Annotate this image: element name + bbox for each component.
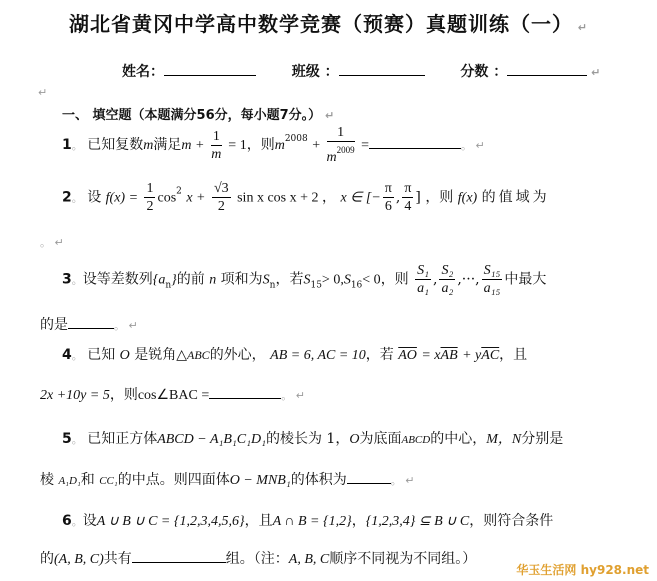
exponent: 2 — [176, 186, 182, 197]
question-3: 3。设等差数列$\{a_n\}$的前 n 项和为$S_n$，若$S_{15}> 0,S_{16}< 0$，则 $\frac{\text{S₁}}{\text{a₁}}$ , $\frac{\text{S₂}}{\text{a₂}}$ ,···, $\frac{\text{S₁₅}}{\text{a₁₅}}$ 中最大 — [62, 263, 547, 296]
expr: A, B, C — [288, 552, 330, 567]
expr: f(x) — [457, 190, 478, 206]
q6-text-3: ，则符合条件 — [469, 513, 554, 529]
expr: S — [262, 272, 270, 288]
answer-blank[interactable] — [369, 134, 461, 149]
question-5-line-2: 棱 A₁D₁和 CC₁的中点。则四面体O − MNB₁的体积为 。 ↵ — [40, 469, 414, 489]
expr: x + — [186, 190, 206, 206]
expr: AB = 6, AC = 10 — [270, 348, 366, 363]
watermark: 华玉生活网 hy928.net — [516, 563, 649, 577]
q5-text-6: 棱 — [40, 472, 54, 488]
q6-text-7: 顺序不同视为不同组。） — [329, 551, 477, 567]
plus-sign: + — [312, 138, 321, 153]
question-4: 4。 已知 O 是锐角△ABC的外心， AB = 6, AC = 10，若 $\overline{AO} = x\overline{AB} + y\overline{AC}$，且 — [62, 347, 528, 363]
class-label: 班级 ： — [291, 64, 339, 80]
var-n: n — [209, 272, 217, 288]
question-2: 2。 设 f(x) = $\frac{1}{2}$ $\cos^2 x$ + $\frac{√3}{2}$ sin x cos x + 2 ， x ∈ [− $\frac{\pi}{6}$ , $\frac{\pi}{4}$ ] ，则 f(x) 的值域为 — [62, 181, 550, 214]
answer-blank[interactable] — [132, 548, 226, 563]
q2-text: 设 — [87, 189, 102, 206]
question-5: 5。 已知正方体ABCD − A₁B₁C₁D₁的棱长为 1，O为底面ABCD的中心，M，N分别是 — [62, 431, 564, 447]
fraction: $\frac{\pi}{4}$ — [404, 181, 412, 214]
q4-text: 已知 — [87, 347, 116, 363]
fraction: $\frac{1}{2}$ — [146, 181, 154, 214]
q5-text-4: 的中心， — [430, 431, 487, 447]
expr: M，N — [486, 432, 522, 447]
q3-text-3: 项和为 — [220, 271, 263, 288]
score-label: 分数 ： — [460, 64, 508, 80]
class-blank[interactable] — [339, 61, 425, 76]
ellipsis: ,···, — [457, 271, 480, 288]
expr: {a — [152, 272, 166, 288]
expr: O − MNB₁ — [229, 473, 291, 488]
question-number: 3 — [62, 271, 72, 288]
expr: ABCD − A₁B₁C₁D₁ — [157, 432, 266, 447]
q3-text-7: 的是 — [40, 317, 68, 333]
q5-text-5: 分别是 — [521, 431, 564, 447]
paragraph-mark: 。 ↵ — [40, 236, 64, 249]
question-number: 1 — [62, 137, 72, 153]
q4-text-5: ，且 — [499, 347, 528, 363]
question-number: 2 — [62, 189, 72, 206]
answer-blank[interactable] — [209, 384, 281, 399]
expr: {1,2,3,4} ⊆ B ∪ C — [365, 514, 470, 529]
fraction: $\frac{1}{m^{2009}}$ — [326, 125, 355, 165]
subscript: n — [165, 280, 172, 291]
fraction: $\frac{√3}{2}$ — [213, 181, 229, 214]
q2-text-2: ，则 — [425, 189, 454, 206]
q5-text: 已知正方体 — [87, 431, 158, 447]
name-blank[interactable] — [164, 61, 256, 76]
q1-text-2: 满足 — [153, 137, 182, 153]
expr: S — [303, 272, 311, 288]
q1-text: 已知复数 — [87, 137, 144, 153]
q5-text-8: 的中点。则四面体 — [117, 472, 230, 488]
vector-ao: $\overline{AO}$ — [398, 348, 417, 363]
expr: < 0 — [362, 272, 381, 288]
fraction: $\frac{\pi}{6}$ — [384, 181, 392, 214]
q1-text-3: ，则 — [246, 137, 275, 153]
q6-text-5: 共有 — [103, 551, 132, 567]
expr: 2x +10y = 5 — [40, 388, 110, 403]
expr: + y — [462, 348, 482, 363]
expr: S — [343, 272, 351, 288]
expr: f(x) = — [105, 190, 139, 206]
score-blank[interactable] — [507, 61, 587, 76]
q3-text-4: ，若 — [275, 271, 304, 288]
expr: > 0, — [321, 272, 344, 288]
expr: sin x cos x + 2 ， — [237, 190, 337, 206]
q4-text-2: 是锐角△ — [134, 347, 188, 363]
question-1: 1。 已知复数m满足m + $\frac{1}{m}$ = 1，则$m^{2008}$ + $\frac{1}{m^{2009}}$ = 。 ↵ — [62, 125, 485, 165]
subscript: 15 — [310, 280, 322, 291]
fraction: $\frac{\text{S₁₅}}{\text{a₁₅}}$ — [483, 263, 501, 296]
student-info-row: 姓名： 班级 ： 分数 ： ↵ — [122, 61, 600, 81]
question-number: 4 — [62, 347, 72, 363]
question-number: 5 — [62, 431, 72, 447]
equals: = — [361, 138, 370, 153]
subscript: 16 — [350, 280, 363, 291]
question-3-line-2: 的是 。 ↵ — [40, 314, 138, 334]
q6-text-6: 组。（注： — [225, 551, 289, 567]
question-4-line-2: 2x +10y = 5，则cos∠BAC = 。 ↵ — [40, 384, 305, 404]
section-heading: 一、 填空题（本题满分56分，每小题7分。） ↵ — [62, 108, 335, 123]
q5-text-3: 为底面 — [359, 431, 402, 447]
q5-text-2: 的棱长为 1， — [265, 431, 350, 447]
bracket: ] — [415, 189, 421, 206]
vector-ab: $\overline{AB}$ — [440, 348, 458, 363]
expr: ABCD — [401, 434, 431, 446]
expr: m — [274, 138, 285, 153]
q5-text-9: 的体积为 — [290, 472, 347, 488]
expr: A ∪ B ∪ C = {1,2,3,4,5,6} — [96, 514, 245, 529]
fraction: $\frac{1}{m}$ — [211, 128, 222, 162]
q6-text-2: ，且 — [244, 513, 273, 529]
var-o: O — [349, 432, 360, 447]
vector-ac: $\overline{AC}$ — [481, 348, 500, 363]
q4-text-4: ，若 — [365, 347, 394, 363]
fraction: $\frac{\text{S₂}}{\text{a₂}}$ — [441, 263, 454, 296]
expr: A ∩ B = {1,2} — [272, 514, 352, 529]
expr: = 1 — [228, 138, 247, 153]
var-o: O — [119, 348, 130, 363]
q2-text-3: 的值域为 — [481, 189, 550, 206]
expr: x ∈ [− — [340, 190, 381, 206]
var-m: m — [143, 138, 154, 153]
question-6-line-2 — [40, 548, 476, 568]
expr: = x — [421, 348, 441, 363]
q4-text-6: ，则 — [109, 387, 138, 403]
q3-text-6: 中最大 — [504, 271, 547, 288]
name-label: 姓名： — [122, 64, 164, 80]
question-number: 6 — [62, 513, 72, 529]
q4-text-3: 的外心， — [209, 347, 266, 363]
page-title: 湖北省黄冈中学高中数学竞赛（预赛）真题训练（一） ↵ — [68, 12, 589, 36]
comma: , — [395, 189, 401, 206]
expr: CC₁ — [99, 475, 118, 487]
q6-text-4: 的 — [40, 551, 54, 567]
expr: m + — [181, 138, 205, 153]
answer-blank[interactable] — [347, 469, 391, 484]
answer-blank[interactable] — [68, 314, 114, 329]
exponent: 2008 — [284, 134, 308, 144]
q5-text-7: 和 — [80, 472, 95, 488]
fraction: $\frac{\text{S₁}}{\text{a₁}}$ — [417, 263, 430, 296]
q6-text: 设 — [82, 513, 97, 529]
triangle-abc: ABC — [187, 348, 210, 362]
q3-text-5: ，则 — [380, 271, 409, 288]
expr: cos∠BAC = — [137, 388, 210, 403]
expr: cos — [157, 190, 177, 206]
comma: , — [433, 271, 438, 288]
comma: ， — [351, 513, 366, 529]
expr: A₁D₁ — [58, 475, 81, 487]
expr: (A, B, C) — [54, 552, 104, 567]
subscript: n — [269, 280, 276, 291]
q3-text-2: 的前 — [176, 271, 205, 288]
paragraph-mark: ↵ — [38, 86, 48, 99]
expr: } — [171, 272, 177, 288]
q3-text: 设等差数列 — [82, 271, 153, 288]
question-6: 6。设A ∪ B ∪ C = {1,2,3,4,5,6}，且A ∩ B = {1,2}，{1,2,3,4} ⊆ B ∪ C，则符合条件 — [62, 513, 554, 529]
